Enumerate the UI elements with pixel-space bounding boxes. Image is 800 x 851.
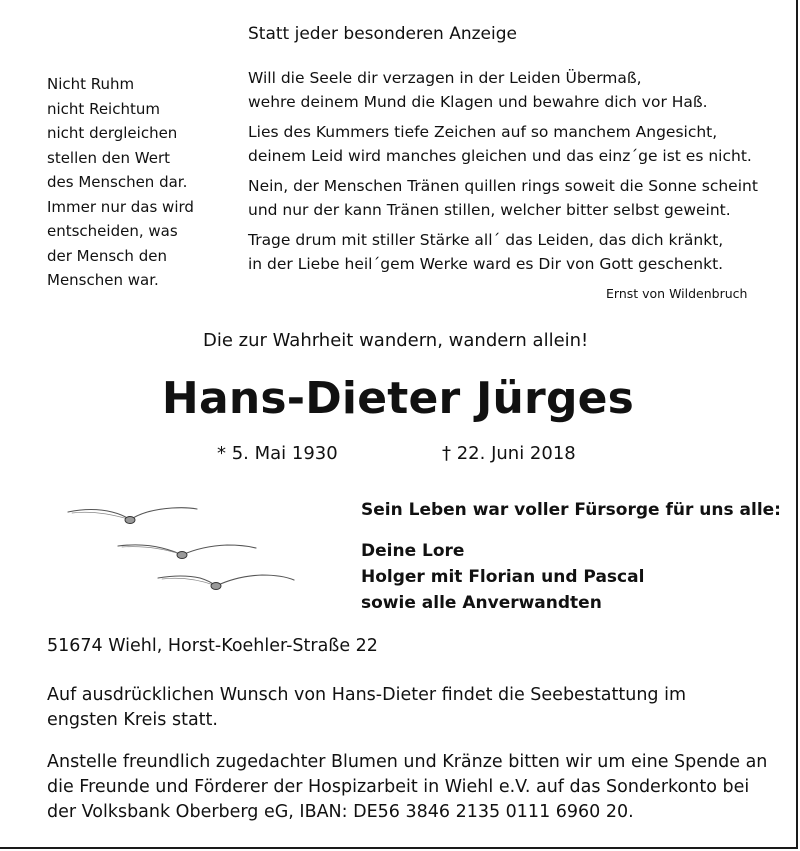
notice-line: Auf ausdrücklichen Wunsch von Hans-Dieter findet die Seebestattung im bbox=[47, 685, 687, 705]
poem bbox=[248, 66, 758, 282]
donation-notice bbox=[47, 750, 767, 825]
side-quote-line: des Menschen dar. bbox=[47, 173, 188, 191]
poem-line: Will die Seele dir verzagen in der Leiden Übermaß, bbox=[248, 69, 642, 87]
poem-stanza bbox=[248, 174, 758, 222]
side-quote-line: der Mensch den bbox=[47, 246, 167, 265]
mourners bbox=[361, 497, 781, 616]
poem-line: und nur der kann Tränen stillen, welcher bitter selbst geweint. bbox=[248, 201, 731, 219]
death-date: † 22. Juni 2018 bbox=[442, 443, 576, 464]
poem-line: in der Liebe heil´gem Werke ward es Dir von Gott geschenkt. bbox=[248, 255, 724, 273]
side-quote-line: Immer nur das wird bbox=[47, 197, 194, 216]
poem-line: Trage drum mit stiller Stärke all´ das Leiden, das dich kränkt, bbox=[248, 231, 724, 249]
poem-stanza bbox=[248, 228, 758, 276]
notice-line: der Volksbank Oberberg eG, IBAN: DE56 3846 2135 0111 6960 20. bbox=[47, 802, 634, 822]
address: 51674 Wiehl, Horst-Koehler-Straße 22 bbox=[47, 636, 378, 656]
side-quote-line: nicht Reichtum bbox=[47, 99, 160, 118]
poem-stanza bbox=[248, 66, 758, 114]
poem-author: Ernst von Wildenbruch bbox=[606, 286, 748, 301]
side-quote-line: Menschen war. bbox=[47, 271, 159, 289]
birth-date: * 5. Mai 1930 bbox=[217, 443, 338, 464]
seagulls-icon bbox=[62, 498, 302, 598]
notice-line: Anstelle freundlich zugedachter Blumen und Kränze bitten wir um eine Spende an bbox=[47, 752, 768, 772]
poem-line: wehre deinem Mund die Klagen und bewahre dich vor Haß. bbox=[248, 93, 708, 111]
burial-notice bbox=[47, 683, 686, 733]
mourner-name: sowie alle Anverwandten bbox=[361, 593, 602, 613]
side-quote bbox=[47, 72, 194, 293]
side-quote-line: nicht dergleichen bbox=[47, 124, 178, 142]
poem-line: Lies des Kummers tiefe Zeichen auf so manchem Angesicht, bbox=[248, 123, 718, 141]
poem-stanza bbox=[248, 120, 758, 168]
side-quote-line: entscheiden, was bbox=[47, 222, 178, 240]
header-line: Statt jeder besonderen Anzeige bbox=[248, 24, 517, 44]
motto: Die zur Wahrheit wandern, wandern allein! bbox=[203, 330, 589, 351]
side-quote-line: Nicht Ruhm bbox=[47, 75, 135, 93]
poem-line: deinem Leid wird manches gleichen und das einz´ge ist es nicht. bbox=[248, 147, 752, 165]
mourner-name: Holger mit Florian und Pascal bbox=[361, 567, 645, 587]
notice-line: die Freunde und Förderer der Hospizarbeit in Wiehl e.V. auf das Sonderkonto bei bbox=[47, 777, 750, 797]
deceased-name: Hans-Dieter Jürges bbox=[161, 373, 635, 424]
side-quote-line: stellen den Wert bbox=[47, 148, 171, 167]
mourner-name: Deine Lore bbox=[361, 541, 465, 561]
mourners-lead: Sein Leben war voller Fürsorge für uns alle: bbox=[361, 500, 781, 520]
notice-line: engsten Kreis statt. bbox=[47, 710, 218, 730]
poem-line: Nein, der Menschen Tränen quillen rings soweit die Sonne scheint bbox=[248, 177, 758, 195]
